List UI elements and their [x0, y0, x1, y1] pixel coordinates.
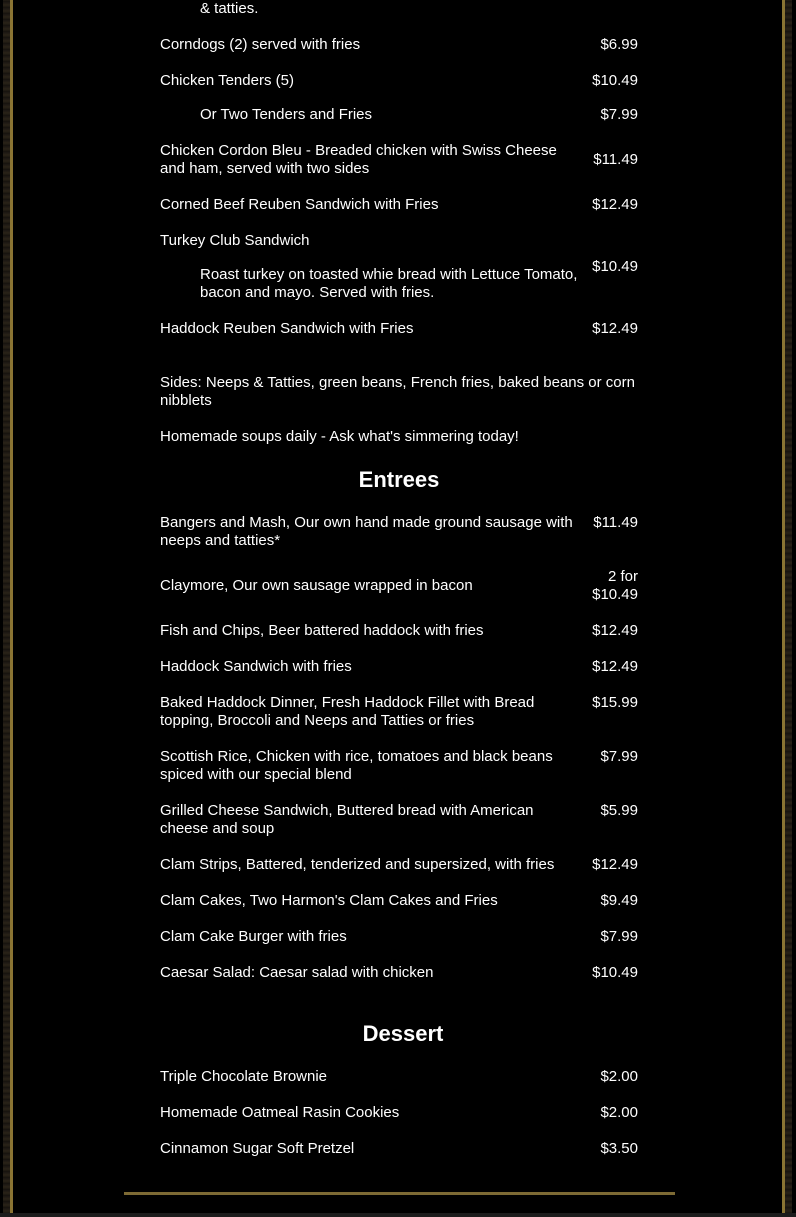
item-price: $12.49	[592, 196, 638, 213]
item-description: Haddock Reuben Sandwich with Fries	[160, 320, 414, 337]
item-price: $10.49	[592, 258, 638, 275]
item-description: Scottish Rice, Chicken with rice, tomatoes and black beans spiced with our special blend	[160, 748, 553, 783]
item-description: Clam Cake Burger with fries	[160, 928, 347, 945]
item-price: $11.49	[593, 151, 638, 168]
section-heading-entrees: Entrees	[358, 467, 440, 492]
item-price: $7.99	[600, 748, 638, 765]
item-price: $10.49	[592, 964, 638, 981]
item-price: $7.99	[600, 928, 638, 945]
item-price: $15.99	[592, 694, 638, 711]
item-description: Caesar Salad: Caesar salad with chicken	[160, 964, 434, 981]
item-description: Clam Cakes, Two Harmon's Clam Cakes and Fries	[160, 892, 498, 909]
item-price: $12.49	[592, 856, 638, 873]
bottom-divider	[124, 1192, 675, 1195]
item-price: $12.49	[592, 622, 638, 639]
sides-text: Sides: Neeps & Tatties, green beans, French fries, baked beans or corn nibblets	[160, 374, 635, 409]
item-description: Or Two Tenders and Fries	[200, 106, 373, 123]
item-description: Roast turkey on toasted whie bread with Lettuce Tomato, bacon and mayo. Served with fries.	[200, 266, 578, 301]
item-price: 2 for $10.49	[592, 568, 638, 603]
item-description: Corned Beef Reuben Sandwich with Fries	[160, 196, 439, 213]
item-price: $2.00	[600, 1068, 638, 1085]
item-description: & tatties.	[200, 0, 259, 17]
item-description: Haddock Sandwich with fries	[160, 658, 352, 675]
item-price: $7.99	[600, 106, 638, 123]
item-description: Grilled Cheese Sandwich, Buttered bread with American cheese and soup	[160, 802, 534, 837]
item-price: $11.49	[593, 514, 638, 531]
item-description: Claymore, Our own sausage wrapped in bacon	[160, 577, 473, 594]
item-price: $2.00	[600, 1104, 638, 1121]
item-description: Triple Chocolate Brownie	[160, 1068, 328, 1085]
item-description: Chicken Cordon Bleu - Breaded chicken with Swiss Cheese and ham, served with two sides	[160, 142, 557, 177]
item-description: Cinnamon Sugar Soft Pretzel	[160, 1140, 355, 1157]
item-price: $6.99	[600, 36, 638, 53]
item-price: $5.99	[600, 802, 638, 819]
item-description: Bangers and Mash, Our own hand made ground sausage with neeps and tatties*	[160, 514, 573, 549]
item-price: $9.49	[600, 892, 638, 909]
item-description: Homemade Oatmeal Rasin Cookies	[160, 1104, 400, 1121]
item-price: $10.49	[592, 72, 638, 89]
bottom-bar	[0, 1213, 796, 1217]
item-price: $12.49	[592, 658, 638, 675]
soups-text: Homemade soups daily - Ask what's simmering today!	[160, 428, 519, 445]
item-description: Corndogs (2) served with fries	[160, 36, 361, 53]
section-heading-dessert: Dessert	[362, 1021, 444, 1046]
item-description: Baked Haddock Dinner, Fresh Haddock Fillet with Bread topping, Broccoli and Neeps and Tatties or fries	[160, 694, 535, 729]
item-description: Turkey Club Sandwich	[160, 232, 310, 249]
item-description: Clam Strips, Battered, tenderized and supersized, with fries	[160, 856, 555, 873]
item-price: $3.50	[600, 1140, 638, 1157]
item-description: Chicken Tenders (5)	[160, 72, 294, 89]
item-price: $12.49	[592, 320, 638, 337]
item-description: Fish and Chips, Beer battered haddock with fries	[160, 622, 484, 639]
